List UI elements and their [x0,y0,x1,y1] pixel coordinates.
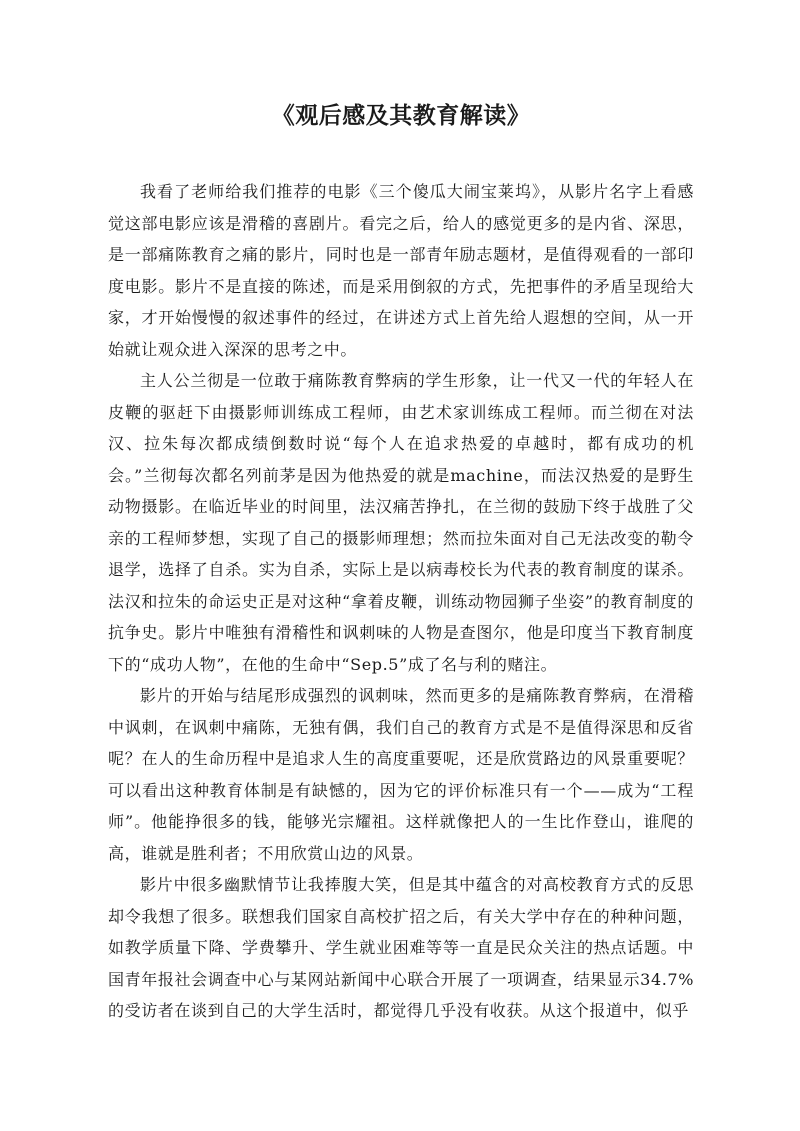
paragraph-1: 我看了老师给我们推荐的电影《三个傻瓜大闹宝莱坞》，从影片名字上看感觉这部电影应该是滑稽的喜剧片。看完之后，给人的感觉更多的是内省、深思，是一部痛陈教育之痛的影片，同时也是一部青年励志题材，是值得观看的一部印度电影。影片不是直接的陈述，而是采用倒叙的方式，先把事件的矛盾呈现给大家，才开始慢慢的叙述事件的经过，在讲述方式上首先给人遐想的空间，从一开始就让观众进入深深的思考之中。 [108,182,694,359]
paragraph-3: 影片的开始与结尾形成强烈的讽刺味，然而更多的是痛陈教育弊病，在滑稽中讽刺，在讽刺中痛陈，无独有偶，我们自己的教育方式是不是值得深思和反省呢？在人的生命历程中是追求人生的高度重要呢，还是欣赏路边的风景重要呢？可以看出这种教育体制是有缺憾的，因为它的评价标准只有一个——成为“工程师”。他能挣很多的钱，能够光宗耀祖。这样就像把人的一生比作登山，谁爬的高，谁就是胜利者；不用欣赏山边的风景。 [108,686,694,863]
document-title: 《观后感及其教育解读》 [271,102,531,129]
document-body [108,176,694,1027]
paragraph-2: 主人公兰彻是一位敢于痛陈教育弊病的学生形象，让一代又一代的年轻人在皮鞭的驱赶下由摄影师训练成工程师，由艺术家训练成工程师。而兰彻在对法汉、拉朱每次都成绩倒数时说“每个人在追求热爱的卓越时，都有成功的机会。”兰彻每次都名列前茅是因为他热爱的就是machine，而法汉热爱的是野生动物摄影。在临近毕业的时间里，法汉痛苦挣扎，在兰彻的鼓励下终于战胜了父亲的工程师梦想，实现了自己的摄影师理想；然而拉朱面对自己无法改变的勒令退学，选择了自杀。实为自杀，实际上是以病毒校长为代表的教育制度的谋杀。法汉和拉朱的命运史正是对这种“拿着皮鞭，训练动物园狮子坐姿”的教育制度的抗争史。影片中唯独有滑稽性和讽刺味的人物是查图尔，他是印度当下教育制度下的“成功人物”，在他的生命中“Sep.5”成了名与利的赌注。 [108,371,694,674]
paragraph-4: 影片中很多幽默情节让我捧腹大笑，但是其中蕴含的对高校教育方式的反思却令我想了很多。联想我们国家自高校扩招之后，有关大学中存在的种种问题，如教学质量下降、学费攀升、学生就业困难等等一直是民众关注的热点话题。中国青年报社会调查中心与某网站新闻中心联合开展了一项调查，结果显示34.7%的受访者在谈到自己的大学生活时，都觉得几乎没有收获。从这个报道中，似乎 [108,875,694,1020]
